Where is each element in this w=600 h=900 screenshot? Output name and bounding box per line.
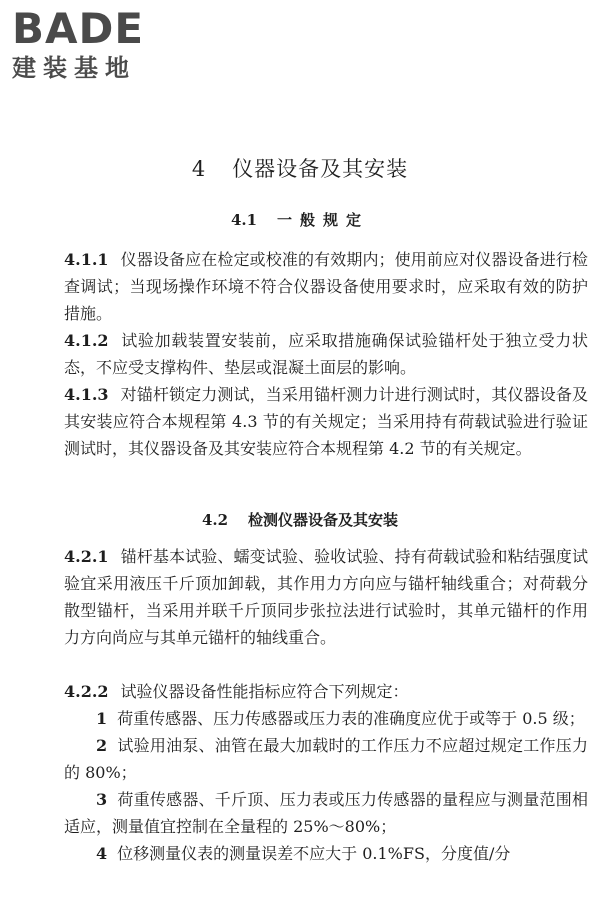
clause-4-1-1 (64, 246, 588, 327)
item-text: 荷重传感器、千斤顶、压力表或压力传感器的量程应与测量范围相适应，测量值宜控制在全量程的 25%～80%； (64, 790, 588, 836)
item-number: 1 (96, 709, 108, 728)
clause-4-1-2 (64, 327, 588, 381)
clause-4-2-1 (64, 543, 588, 651)
chapter-heading (0, 156, 600, 182)
item-number: 2 (96, 736, 108, 755)
item-number: 4 (96, 844, 108, 863)
clause-number: 4.1.1 (64, 250, 109, 269)
list-item (64, 705, 588, 732)
item-text: 试验用油泵、油管在最大加载时的工作压力不应超过规定工作压力的 80%； (64, 736, 588, 782)
list-item (64, 840, 588, 867)
clause-number: 4.2.1 (64, 547, 109, 566)
section-number: 4.2 (201, 511, 229, 529)
clause-4-2-2 (64, 678, 588, 867)
section-number: 4.1 (230, 211, 258, 229)
bade-logo (12, 6, 144, 82)
item-text: 位移测量仪表的测量误差不应大于 0.1%FS，分度值/分 (117, 844, 511, 863)
logo-chinese-name: 建装基地 (12, 54, 136, 82)
item-number: 3 (96, 790, 108, 809)
list-item (64, 732, 588, 786)
section-title: 检测仪器设备及其安装 (248, 511, 399, 529)
section-heading-4-2 (0, 510, 600, 530)
chapter-number: 4 (191, 157, 207, 181)
chapter-title: 仪器设备及其安装 (232, 157, 409, 181)
item-text: 荷重传感器、压力传感器或压力表的准确度应优于或等于 0.5 级； (117, 709, 585, 728)
list-item (64, 786, 588, 840)
clause-text: 试验加载装置安装前，应采取措施确保试验锚杆处于独立受力状态，不应受支撑构件、垫层或混凝土面层的影响。 (64, 331, 588, 377)
clause-text: 仪器设备应在检定或校准的有效期内；使用前应对仪器设备进行检查调试；当现场操作环境不符合仪器设备使用要求时，应采取有效的防护措施。 (64, 250, 588, 323)
clause-text: 锚杆基本试验、蠕变试验、验收试验、持有荷载试验和粘结强度试验宜采用液压千斤顶加卸载，其作用力方向应与锚杆轴线重合；对荷载分散型锚杆，当采用并联千斤顶同步张拉法进行试验时，其单元锚杆的作用力方向尚应与其单元锚杆的轴线重合。 (64, 547, 588, 647)
clause-number: 4.1.2 (64, 331, 109, 350)
clause-intro (64, 678, 588, 705)
clause-4-1-3 (64, 381, 588, 462)
section-heading-4-1 (0, 210, 600, 230)
clause-number: 4.1.3 (64, 385, 109, 404)
clause-number: 4.2.2 (64, 682, 109, 701)
logo-wordmark: BADE (12, 4, 145, 53)
clause-text: 试验仪器设备性能指标应符合下列规定： (120, 682, 409, 701)
section-title: 一般规定 (277, 211, 370, 229)
clause-text: 对锚杆锁定力测试，当采用锚杆测力计进行测试时，其仪器设备及其安装应符合本规程第 4.3 节的有关规定；当采用持有荷载试验进行验证测试时，其仪器设备及其安装应符合本规程第 4.2 节的有关规定。 (64, 385, 588, 458)
